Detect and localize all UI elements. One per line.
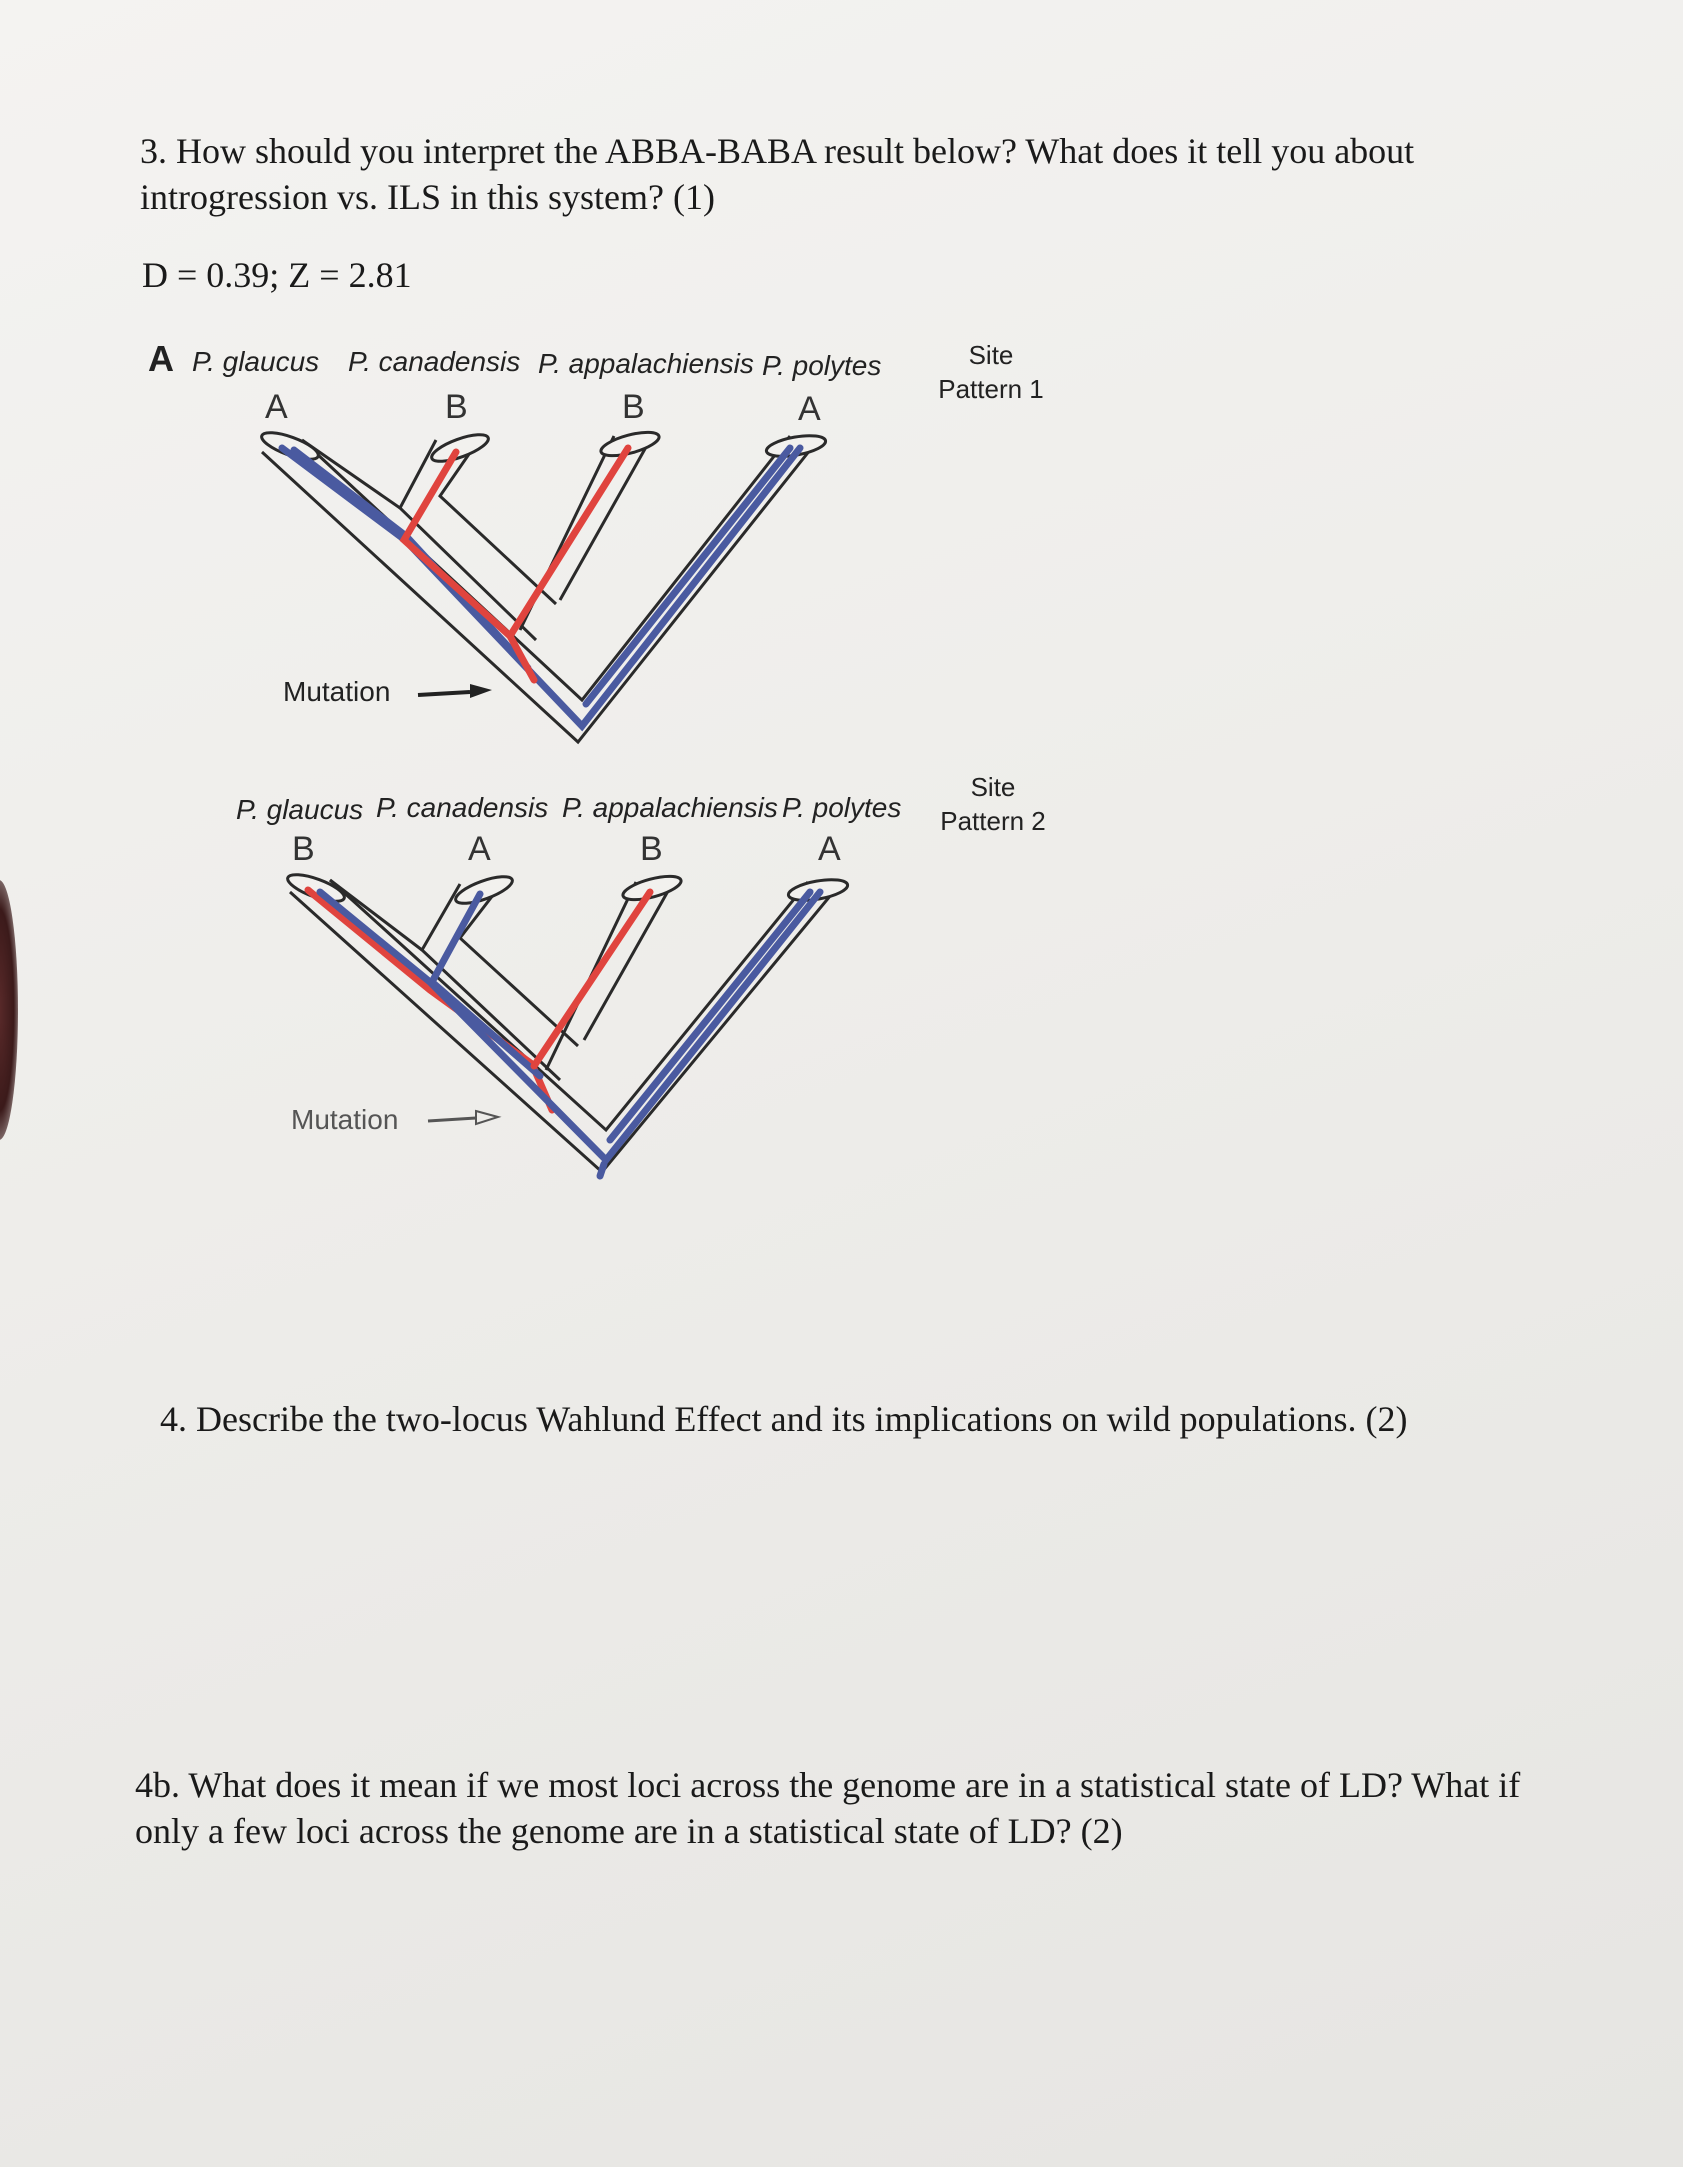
panel-letter: A <box>148 338 174 379</box>
tree1-species-2: P. canadensis <box>348 346 521 377</box>
tree2-species-4: P. polytes <box>782 792 902 823</box>
tree2-species-1: P. glaucus <box>236 794 364 825</box>
question-3-text: 3. How should you interpret the ABBA-BABA result below? What does it tell you about introgression vs. ILS in this system? (1) <box>140 131 1415 217</box>
site-pattern-1-line2: Pattern 1 <box>938 374 1044 404</box>
tree2-mutation-arrow <box>428 1111 498 1124</box>
tree1-allele-4: A <box>798 390 821 428</box>
site-pattern-1-line1: Site <box>968 340 1014 370</box>
tree-1 <box>259 427 827 742</box>
tree1-species-1: P. glaucus <box>192 346 320 377</box>
question-4-text: 4. Describe the two-locus Wahlund Effect and its implications on wild populations. (2) <box>160 1399 1408 1439</box>
tree1-species-3: P. appalachiensis <box>538 348 754 379</box>
tree1-branch-tips <box>259 427 827 466</box>
tree2-species-2: P. canadensis <box>376 792 549 823</box>
tree2-mutation-label: Mutation <box>291 1104 399 1135</box>
tree1-allele-1: A <box>265 388 288 426</box>
tree2-branch-tips <box>285 869 849 908</box>
tree2-allele-3: B <box>640 830 663 868</box>
tree1-allele-2: B <box>445 388 468 426</box>
tree2-allele-4: A <box>818 830 841 868</box>
tree2-branch-outlines <box>290 880 840 1172</box>
d-statistic: D = 0.39; Z = 2.81 <box>142 255 412 295</box>
site-pattern-2-line2: Pattern 2 <box>940 806 1046 836</box>
tree1-species-4: P. polytes <box>762 350 882 381</box>
tree1-mutation-label: Mutation <box>283 676 391 707</box>
tree2-allele-1: B <box>292 830 315 868</box>
tree-2 <box>285 869 849 1176</box>
tree2-allele-2: A <box>468 830 491 868</box>
tree1-mutation-arrow <box>418 684 492 698</box>
site-pattern-2-line1: Site <box>970 772 1016 802</box>
tree1-allele-3: B <box>622 388 645 426</box>
question-4b-text: 4b. What does it mean if we most loci across the genome are in a statistical state of LD? What if only a few loci across the genome are in a statistical state of LD? (2) <box>135 1765 1521 1851</box>
tree1-lineages <box>282 448 800 726</box>
tree2-species-3: P. appalachiensis <box>562 792 778 823</box>
